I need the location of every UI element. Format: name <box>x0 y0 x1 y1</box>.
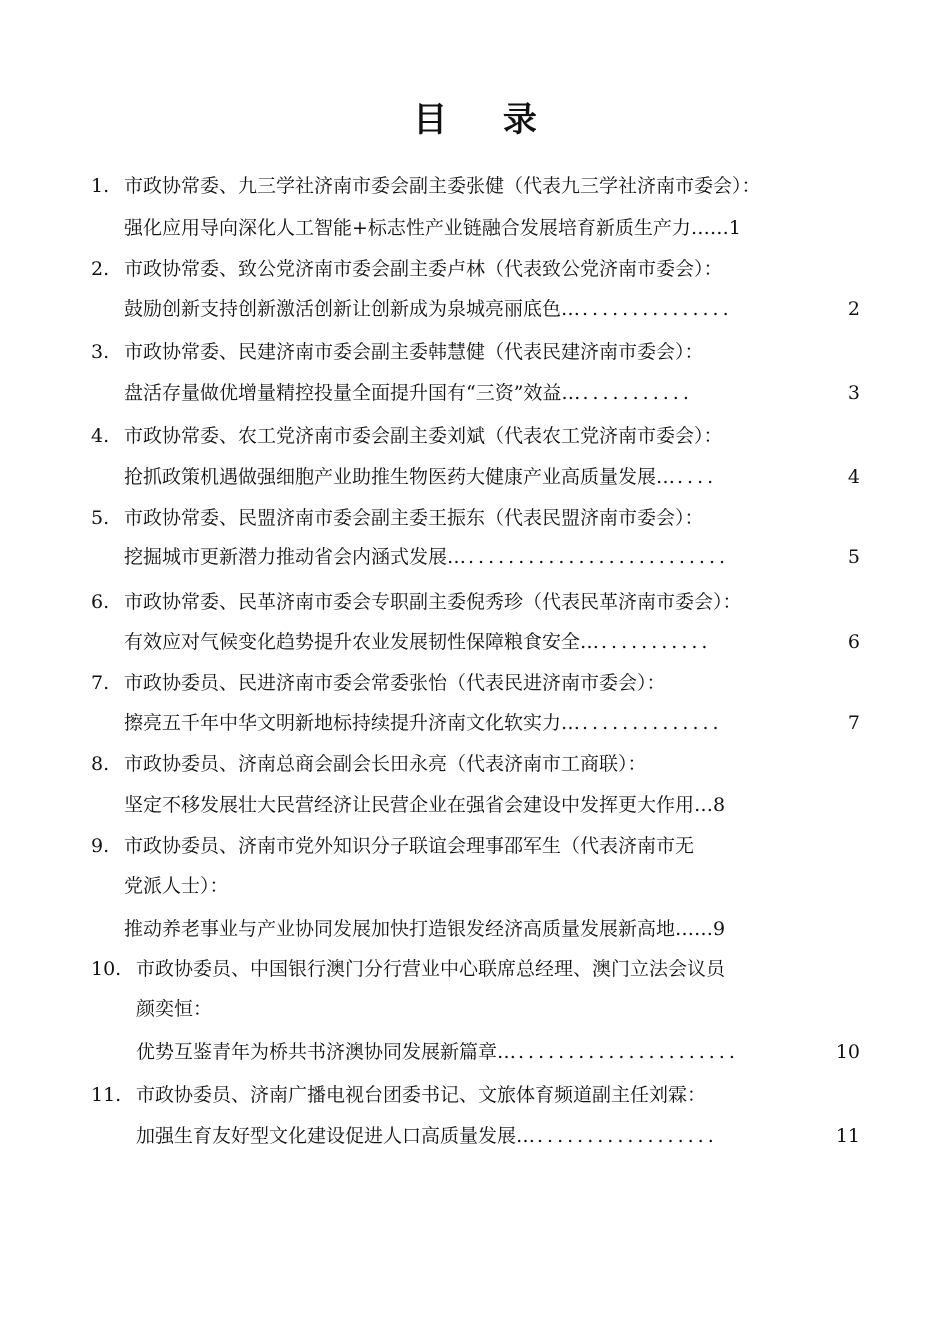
entry-heading: 市政协常委、民建济南市委会副主委韩慧健（代表民建济南市委会）： <box>124 341 704 363</box>
dot-leader: ...................... <box>518 1041 739 1063</box>
entry-number: 5. <box>91 507 110 529</box>
entry-heading: 市政协委员、济南总商会副会长田永亮（代表济南市工商联）： <box>124 753 647 775</box>
entry-title-line <box>124 711 860 735</box>
entry-heading: 市政协常委、九三学社济南市委会副主委张健（代表九三学社济南市委会）： <box>124 175 761 197</box>
entry-number: 3. <box>91 341 110 363</box>
entry-title: 盘活存量做优增量精控投量全面提升国有“三资”效益… <box>124 382 581 404</box>
entry-page-number: 6 <box>847 631 860 653</box>
entry-page-number: 8 <box>713 794 726 816</box>
entry-title: 强化应用导向深化人工智能+标志性产业链融合发展培育新质生产力…… <box>124 217 729 239</box>
entry-title-line <box>124 381 860 405</box>
entry-title-line <box>124 545 860 569</box>
dot-leader: .............. <box>582 712 723 734</box>
entry-heading: 市政协常委、民盟济南市委会副主委王振东（代表民盟济南市委会）： <box>124 507 704 529</box>
dot-leader: .... <box>677 466 718 488</box>
entry-number: 10. <box>91 958 122 980</box>
entry-title: 挖掘城市更新潜力推动省会内涵式发展… <box>124 546 467 568</box>
entry-title-line <box>136 1124 860 1148</box>
entry-title-line <box>124 216 842 240</box>
entry-title-line <box>124 630 860 654</box>
dot-leader: ........... <box>582 382 693 404</box>
entry-title-line <box>124 465 860 489</box>
dot-leader: .................. <box>537 1125 718 1147</box>
entry-title-line <box>124 793 830 817</box>
entry-page-number: 2 <box>847 298 860 320</box>
entry-page-number: 7 <box>847 712 860 734</box>
entry-heading: 市政协常委、民革济南市委会专职副主委倪秀珍（代表民革济南市委会）： <box>124 591 742 613</box>
dot-leader: ........... <box>601 631 712 653</box>
entry-number: 8. <box>91 753 110 775</box>
entry-heading-continued: 颜奕恒： <box>136 998 213 1020</box>
entry-page-number: 3 <box>847 382 860 404</box>
entry-title: 有效应对气候变化趋势提升农业发展韧性保障粮食安全… <box>124 631 600 653</box>
entry-title-line <box>136 1040 860 1064</box>
entry-page-number: 11 <box>835 1125 860 1147</box>
entry-heading: 市政协委员、济南广播电视台团委书记、文旅体育频道副主任刘霖： <box>136 1084 707 1106</box>
entry-heading: 市政协委员、民进济南市委会常委张怡（代表民进济南市委会）： <box>124 672 666 694</box>
entry-heading: 市政协委员、济南市党外知识分子联谊会理事邵军生（代表济南市无 <box>124 835 695 857</box>
entry-number: 6. <box>91 591 110 613</box>
entry-number: 4. <box>91 425 110 447</box>
dot-leader: ............... <box>582 298 733 320</box>
entry-page-number: 10 <box>835 1041 860 1063</box>
entry-title: 加强生育友好型文化建设促进人口高质量发展… <box>136 1125 536 1147</box>
entry-page-number: 4 <box>847 466 860 488</box>
entry-number: 2. <box>91 258 110 280</box>
entry-number: 9. <box>91 835 110 857</box>
entry-title-line <box>124 297 860 321</box>
entry-page-number: 1 <box>728 217 742 239</box>
dot-leader: .......................... <box>468 546 730 568</box>
entry-title: 擦亮五千年中华文明新地标持续提升济南文化软实力… <box>124 712 581 734</box>
entry-heading: 市政协委员、中国银行澳门分行营业中心联席总经理、澳门立法会议员 <box>136 958 726 980</box>
entry-heading: 市政协常委、农工党济南市委会副主委刘斌（代表农工党济南市委会）： <box>124 425 723 447</box>
entry-page-number: 9 <box>713 918 726 940</box>
entry-title-line <box>124 917 830 941</box>
entry-title: 鼓励创新支持创新激活创新让创新成为泉城亮丽底色… <box>124 298 581 320</box>
entry-title: 推动养老事业与产业协同发展加快打造银发经济高质量发展新高地…… <box>124 918 714 940</box>
entry-number: 7. <box>91 672 110 694</box>
entry-heading-continued: 党派人士）： <box>124 875 229 897</box>
entry-number: 1. <box>91 175 110 197</box>
entry-title: 坚定不移发展壮大民营经济让民营企业在强省会建设中发挥更大作用… <box>124 794 714 816</box>
entry-title: 优势互鉴青年为桥共书济澳协同发展新篇章… <box>136 1041 517 1063</box>
entry-number: 11. <box>91 1084 122 1106</box>
page-title: 目 录 <box>413 100 559 140</box>
entry-heading: 市政协常委、致公党济南市委会副主委卢林（代表致公党济南市委会）： <box>124 258 723 280</box>
entry-page-number: 5 <box>847 546 860 568</box>
entry-title: 抢抓政策机遇做强细胞产业助推生物医药大健康产业高质量发展… <box>124 466 676 488</box>
